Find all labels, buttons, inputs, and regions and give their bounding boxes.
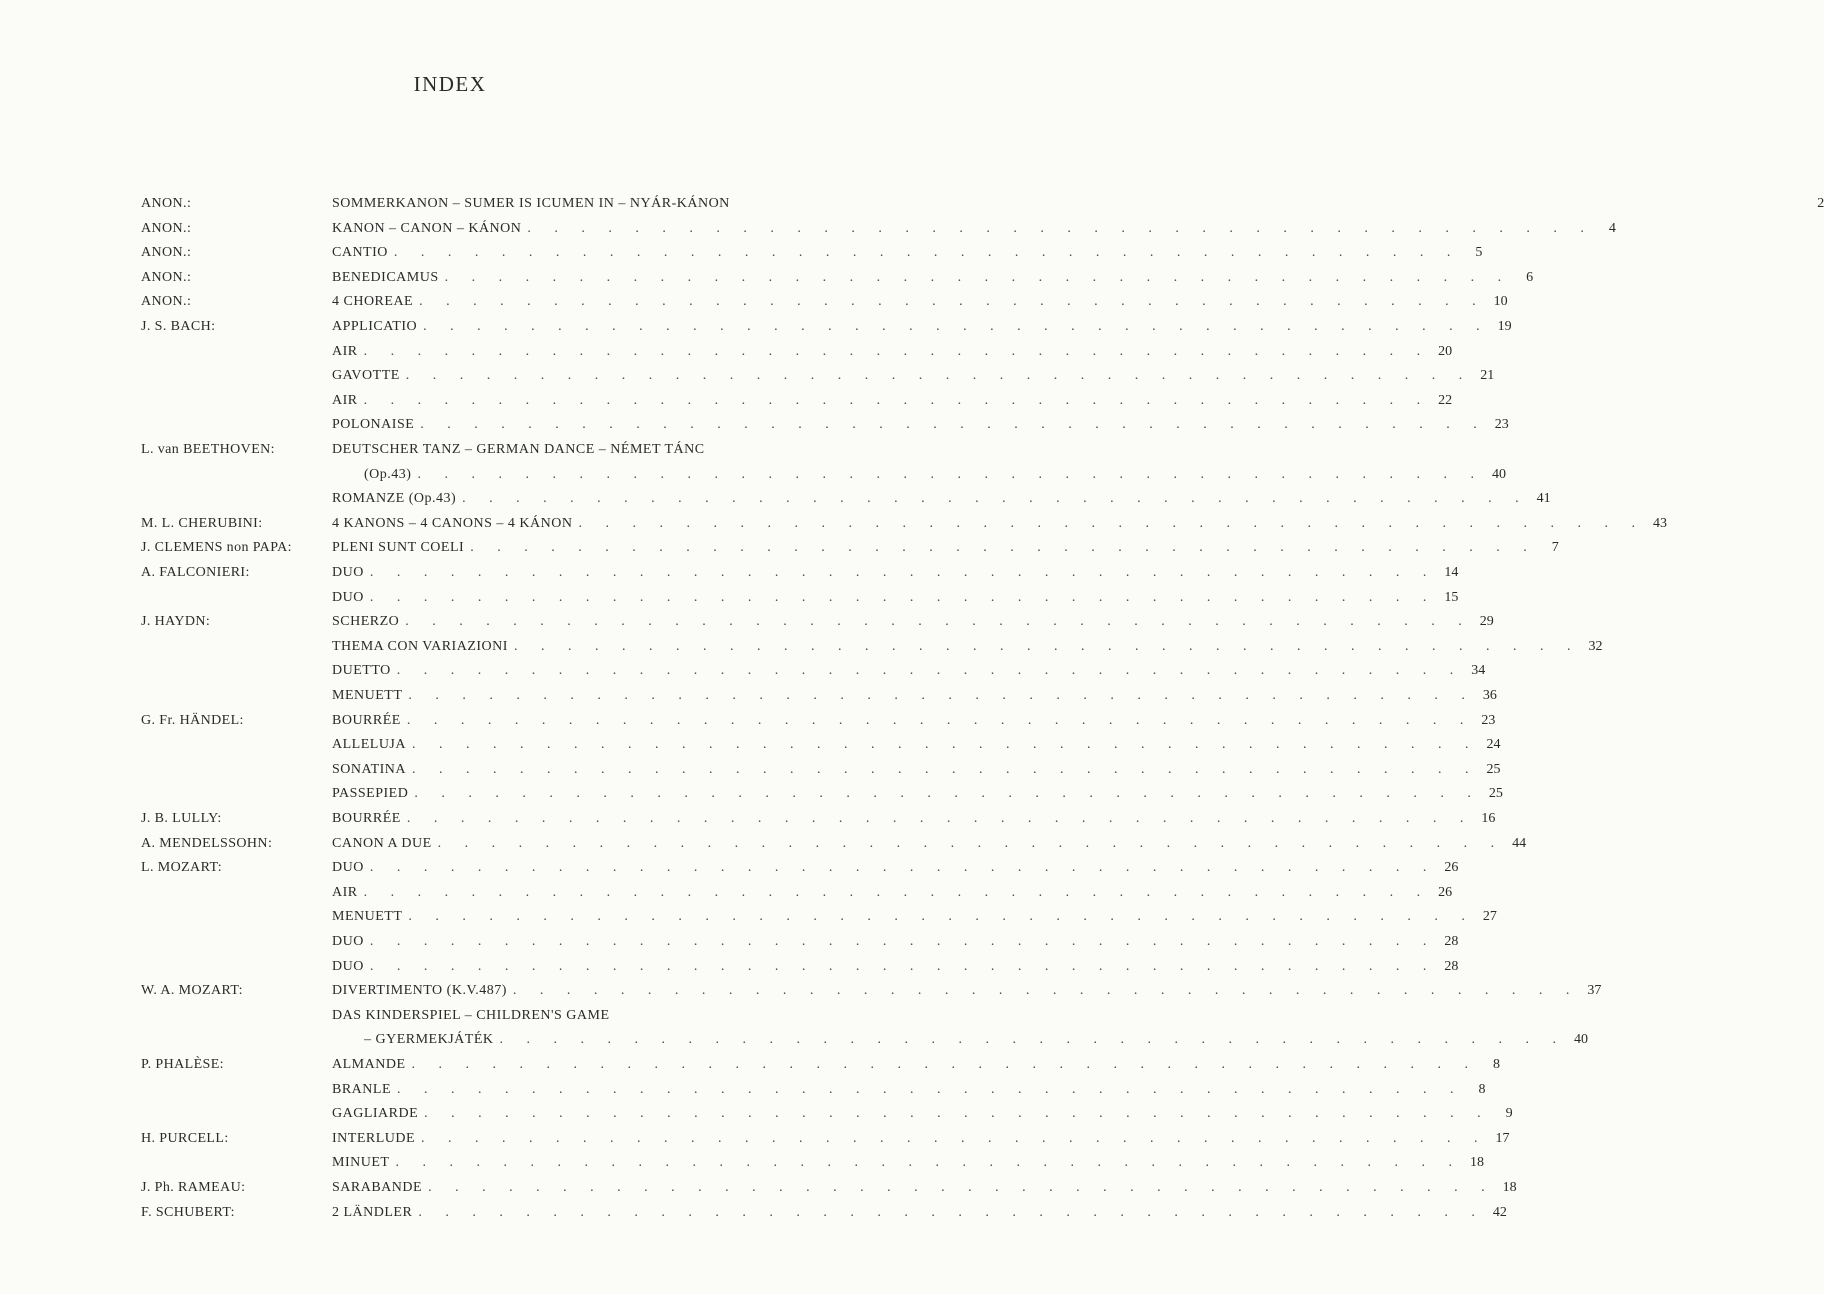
index-entry — [332, 389, 1453, 414]
index-row — [0, 413, 1509, 438]
work-title: DEUTSCHER TANZ – GERMAN DANCE – NÉMET TÁNC — [332, 442, 705, 457]
dot-leader: . . . . . . . . . . . . . . . . . . . . . . . . . . . . . . . . . . . . . . . . — [437, 835, 1505, 851]
index-entry — [332, 241, 1483, 266]
composer-name: ANON.: — [141, 294, 192, 310]
work-title: MINUET — [332, 1155, 390, 1171]
dot-leader: . . . . . . . . . . . . . . . . . . . . . . . . . . . . . . . . . . . . . . . . — [408, 909, 1475, 925]
index-row — [0, 881, 1453, 906]
dot-leader: . . . . . . . . . . . . . . . . . . . . . . . . . . . . . . . . . . . . . . . . — [412, 737, 1479, 753]
work-title: – GYERMEKJÁTÉK — [364, 1032, 494, 1048]
page-number: 29 — [1479, 614, 1494, 630]
dot-leader: . . . . . . . . . . . . . . . . . . . . . . . . . . . . . . . . . . . . . . . . — [369, 589, 1437, 605]
work-title: DUO — [332, 565, 364, 580]
dot-leader: . . . . . . . . . . . . . . . . . . . . . . . . . . . . . . . . . . . . . . . . — [419, 294, 1486, 310]
page-number: 25 — [1486, 761, 1501, 777]
dot-leader: . . . . . . . . . . . . . . . . . . . . . . . . . . . . . . . . . . . . . . . . — [418, 1204, 1485, 1220]
index-entry — [332, 733, 1501, 758]
index-entry — [332, 364, 1495, 389]
index-row — [0, 733, 1501, 758]
work-title: DUETTO — [332, 663, 391, 679]
index-row — [0, 1053, 1500, 1078]
composer-name: W. A. MOZART: — [141, 983, 243, 999]
composer-name: ANON.: — [141, 269, 192, 285]
page-title: INDEX — [413, 72, 487, 96]
work-title: PLENI SUNT COELI — [332, 540, 465, 556]
page-number: 10 — [1493, 294, 1508, 310]
work-title: PASSEPIED — [332, 786, 409, 802]
index-entry — [332, 659, 1486, 684]
page-number: 7 — [1551, 540, 1559, 556]
dot-leader: . . . . . . . . . . . . . . . . . . . . . . . . . . . . . . . . . . . . . . . . — [444, 269, 1512, 285]
page-number: 23 — [1481, 712, 1496, 728]
index-row — [0, 315, 1512, 340]
work-title: THEMA CON VARIAZIONI — [332, 638, 508, 654]
work-title: DUO — [332, 589, 364, 605]
index-entry — [332, 1102, 1513, 1127]
index-row — [0, 438, 900, 463]
dot-leader: . . . . . . . . . . . . . . . . . . . . . . . . . . . . . . . . . . . . . . . . — [512, 983, 1580, 999]
work-title: ROMANZE (Op.43) — [332, 491, 457, 507]
dot-leader: . . . . . . . . . . . . . . . . . . . . . . . . . . . . . . . . . . . . . . . . — [396, 663, 1464, 679]
work-title: SARABANDE — [332, 1180, 423, 1195]
index-entry — [332, 413, 1509, 438]
index-row — [0, 389, 1453, 414]
index-entry — [332, 635, 1603, 660]
page-number: 40 — [1574, 1032, 1588, 1048]
work-title: AIR — [332, 884, 358, 900]
work-title: (Op.43) — [364, 466, 412, 482]
work-title: SCHERZO — [332, 614, 400, 630]
index-row — [0, 758, 1501, 783]
dot-leader: . . . . . . . . . . . . . . . . . . . . . . . . . . . . . . . . . . . . . . . . — [405, 368, 1473, 384]
index-row — [0, 241, 1483, 266]
index-entry — [332, 684, 1497, 709]
index-entry — [332, 1201, 1507, 1226]
index-row — [0, 217, 1616, 242]
index-entry — [332, 1127, 1510, 1152]
dot-leader: . . . . . . . . . . . . . . . . . . . . . . . . . . . . . . . . . . . . . . . . — [369, 565, 1437, 580]
work-title: AIR — [332, 392, 358, 408]
page-number: 18 — [1502, 1180, 1517, 1195]
page-number: 28 — [1444, 934, 1459, 949]
work-title: SONATINA — [332, 761, 406, 777]
composer-name: L. MOZART: — [141, 860, 223, 876]
index-entry — [332, 1078, 1486, 1103]
dot-leader: . . . . . . . . . . . . . . . . . . . . . . . . . . . . . . . . . . . . . . . . — [408, 688, 1475, 703]
work-title: CANON A DUE — [332, 835, 432, 851]
work-title: GAGLIARDE — [332, 1106, 419, 1122]
dot-leader: . . . . . . . . . . . . . . . . . . . . . . . . . . . . . . . . . . . . . . . . — [527, 220, 1594, 236]
page-number: 6 — [1526, 269, 1534, 285]
page-number: 26 — [1438, 884, 1453, 900]
dot-leader: . . . . . . . . . . . . . . . . . . . . . . . . . . . . . . . . . . . . . . . . — [363, 343, 1431, 359]
index-row — [0, 709, 1496, 734]
page-number: 27 — [1482, 909, 1497, 925]
page-number: 16 — [1481, 811, 1496, 826]
page-number: 15 — [1444, 589, 1459, 605]
page-number: 44 — [1512, 835, 1527, 851]
dot-leader: . . . . . . . . . . . . . . . . . . . . . . . . . . . . . . . . . . . . . . . . — [411, 1057, 1478, 1072]
index-entry — [332, 905, 1497, 930]
page-number: 41 — [1536, 491, 1551, 507]
index-row — [0, 192, 1824, 217]
index-row — [0, 684, 1497, 709]
composer-name: J. HAYDN: — [141, 614, 211, 630]
index-entry — [332, 315, 1512, 340]
index-row — [0, 659, 1486, 684]
index-entry — [332, 266, 1534, 291]
work-title: SOMMERKANON – SUMER IS ICUMEN IN – NYÁR-KÁNON — [332, 196, 730, 211]
index-row — [0, 512, 1667, 537]
dot-leader: . . . . . . . . . . . . . . . . . . . . . . . . . . . . . . . . . . . . . . . . — [406, 811, 1474, 826]
page-number: 28 — [1444, 958, 1459, 974]
dot-leader: . . . . . . . . . . . . . . . . . . . . . . . . . . . . . . . . . . . . . . . . — [417, 466, 1484, 482]
dot-leader: . . . . . . . . . . . . . . . . . . . . . . . . . . . . . . . . . . . . . . . . — [421, 1130, 1488, 1146]
dot-leader: . . . . . . . . . . . . . . . . . . . . . . . . . . . . . . . . . . . . . . . . — [424, 1106, 1491, 1122]
index-row — [0, 979, 1602, 1004]
index-entry — [332, 438, 822, 463]
page-number: 18 — [1469, 1155, 1484, 1171]
index-row — [0, 1127, 1510, 1152]
index-row — [0, 1201, 1507, 1226]
page-number: 42 — [1492, 1204, 1507, 1220]
work-title: POLONAISE — [332, 417, 415, 433]
index-entry — [332, 217, 1616, 242]
index-entry — [332, 290, 1508, 315]
index-entry — [332, 1028, 1588, 1053]
composer-name: P. PHALÈSE: — [141, 1057, 224, 1072]
work-title: INTERLUDE — [332, 1130, 416, 1146]
work-title: KANON – CANON – KÁNON — [332, 220, 522, 236]
composer-name: J. B. LULLY: — [141, 811, 222, 826]
composer-name: J. CLEMENS non PAPA: — [141, 540, 292, 556]
page-number: 2 — [1817, 196, 1824, 211]
index-entry — [332, 881, 1453, 906]
index-row — [0, 266, 1534, 291]
dot-leader: . . . . . . . . . . . . . . . . . . . . . . . . . . . . . . . . . . . . . . . . — [405, 614, 1472, 630]
dot-leader: . . . . . . . . . . . . . . . . . . . . . . . . . . . . . . . . . . . . . . . . — [393, 245, 1461, 261]
composer-name: L. van BEETHOVEN: — [141, 442, 275, 457]
composer-name: J. S. BACH: — [141, 319, 216, 334]
index-entry — [332, 487, 1551, 512]
index-row — [0, 290, 1508, 315]
page-number: 17 — [1495, 1130, 1510, 1146]
dot-leader: . . . . . . . . . . . . . . . . . . . . . . . . . . . . . . . . . . . . . . . . — [423, 319, 1490, 334]
work-title: MENUETT — [332, 909, 403, 925]
page-number: 40 — [1491, 466, 1506, 482]
page-number: 21 — [1480, 368, 1495, 384]
work-title: MENUETT — [332, 688, 403, 703]
composer-name: J. Ph. RAMEAU: — [141, 1180, 246, 1195]
index-entry — [332, 610, 1494, 635]
page-number: 8 — [1493, 1057, 1500, 1072]
index-entry — [332, 979, 1602, 1004]
page-number: 32 — [1588, 638, 1603, 654]
index-entry — [332, 709, 1496, 734]
work-title: DUO — [332, 958, 364, 974]
composer-name: G. Fr. HÄNDEL: — [141, 712, 244, 728]
page-number: 25 — [1488, 786, 1503, 802]
work-title: ALMANDE — [332, 1057, 406, 1072]
index-entry — [332, 832, 1527, 857]
index-row — [0, 955, 1459, 980]
index-row — [0, 463, 1506, 488]
index-row — [0, 487, 1551, 512]
page-number: 19 — [1497, 319, 1512, 334]
dot-leader: . . . . . . . . . . . . . . . . . . . . . . . . . . . . . . . . . . . . . . . . — [363, 884, 1431, 900]
index-row — [0, 807, 1496, 832]
index-row — [0, 856, 1459, 881]
index-entry — [332, 586, 1459, 611]
dot-leader: . . . . . . . . . . . . . . . . . . . . . . . . . . . . . . . . . . . . . . . . — [406, 712, 1474, 728]
index-entry — [332, 340, 1453, 365]
dot-leader: . . . . . . . . . . . . . . . . . . . . . . . . . . . . . . . . . . . . . . . . — [462, 491, 1529, 507]
index-row — [0, 1028, 1588, 1053]
index-entry — [332, 856, 1459, 881]
work-title: 4 KANONS – 4 CANONS – 4 KÁNON — [332, 515, 573, 531]
work-title: DUO — [332, 860, 364, 876]
composer-name: ANON.: — [141, 245, 192, 261]
index-entry — [332, 561, 1459, 586]
index-row — [0, 782, 1503, 807]
work-title: DIVERTIMENTO (K.V.487) — [332, 983, 507, 999]
work-title: DAS KINDERSPIEL – CHILDREN'S GAME — [332, 1007, 610, 1023]
dot-leader: . . . . . . . . . . . . . . . . . . . . . . . . . . . . . . . . . . . . . . . . — [499, 1032, 1566, 1048]
index-entry — [332, 536, 1559, 561]
index-row — [0, 1102, 1513, 1127]
index-entry — [332, 463, 1506, 488]
dot-leader: . . . . . . . . . . . . . . . . . . . . . . . . . . . . . . . . . . . . . . . . — [369, 934, 1437, 949]
dot-leader: . . . . . . . . . . . . . . . . . . . . . . . . . . . . . . . . . . . . . . . . — [397, 1081, 1464, 1097]
composer-name: M. L. CHERUBINI: — [141, 515, 263, 531]
index-entry — [332, 1053, 1500, 1078]
index-row — [0, 832, 1527, 857]
work-title: BRANLE — [332, 1081, 391, 1097]
composer-name: A. FALCONIERI: — [141, 565, 250, 580]
page-number: 34 — [1471, 663, 1486, 679]
composer-name: H. PURCELL: — [141, 1130, 229, 1146]
index-row — [0, 610, 1494, 635]
page-number: 5 — [1475, 245, 1483, 261]
index-row — [0, 536, 1559, 561]
page-number: 43 — [1652, 515, 1667, 531]
index-entry — [332, 192, 1824, 217]
dot-leader: . . . . . . . . . . . . . . . . . . . . . . . . . . . . . . . . . . . . . . . . — [363, 392, 1431, 408]
work-title: ALLELUJA — [332, 737, 406, 753]
page-number: 14 — [1444, 565, 1459, 580]
index-row — [0, 340, 1453, 365]
page-number: 26 — [1444, 860, 1459, 876]
page-number: 36 — [1482, 688, 1497, 703]
page-number: 4 — [1608, 220, 1616, 236]
index-entry — [332, 1151, 1484, 1176]
index-row — [0, 635, 1603, 660]
page-number: 22 — [1438, 392, 1453, 408]
index-row — [0, 1004, 900, 1029]
index-entry — [332, 758, 1501, 783]
page-number: 20 — [1438, 343, 1453, 359]
work-title: 2 LÄNDLER — [332, 1204, 413, 1220]
dot-leader: . . . . . . . . . . . . . . . . . . . . . . . . . . . . . . . . . . . . . . . . — [470, 540, 1537, 556]
page-number: 23 — [1494, 417, 1509, 433]
work-title: BOURRÉE — [332, 811, 401, 826]
dot-leader: . . . . . . . . . . . . . . . . . . . . . . . . . . . . . . . . . . . . . . . . — [395, 1155, 1462, 1171]
dot-leader: . . . . . . . . . . . . . . . . . . . . . . . . . . . . . . . . . . . . . . . . — [412, 761, 1479, 777]
work-title: CANTIO — [332, 245, 388, 261]
work-title: BOURRÉE — [332, 712, 401, 728]
index-entry — [332, 930, 1459, 955]
composer-name: ANON.: — [141, 196, 192, 211]
index-entry — [332, 1176, 1517, 1201]
page-number: 24 — [1486, 737, 1501, 753]
dot-leader: . . . . . . . . . . . . . . . . . . . . . . . . . . . . . . . . . . . . . . . . — [513, 638, 1581, 654]
index-row — [0, 905, 1497, 930]
index-row — [0, 586, 1459, 611]
composer-name: F. SCHUBERT: — [141, 1204, 235, 1220]
page-number: 9 — [1505, 1106, 1513, 1122]
page-number: 37 — [1587, 983, 1602, 999]
composer-name: A. MENDELSSOHN: — [141, 835, 273, 851]
work-title: 4 CHOREAE — [332, 294, 414, 310]
dot-leader: . . . . . . . . . . . . . . . . . . . . . . . . . . . . . . . . . . . . . . . . — [578, 515, 1645, 531]
work-title: APPLICATIO — [332, 319, 418, 334]
page-number: 8 — [1478, 1081, 1486, 1097]
dot-leader: . . . . . . . . . . . . . . . . . . . . . . . . . . . . . . . . . . . . . . . . — [420, 417, 1487, 433]
work-title: BENEDICAMUS — [332, 269, 439, 285]
dot-leader: . . . . . . . . . . . . . . . . . . . . . . . . . . . . . . . . . . . . . . . . — [414, 786, 1481, 802]
index-row — [0, 1176, 1517, 1201]
dot-leader: . . . . . . . . . . . . . . . . . . . . . . . . . . . . . . . . . . . . . . . . — [369, 958, 1437, 974]
index-entry — [332, 1004, 822, 1029]
index-row — [0, 930, 1459, 955]
index-row — [0, 561, 1459, 586]
work-title: DUO — [332, 934, 364, 949]
index-entry — [332, 782, 1503, 807]
index-row — [0, 364, 1495, 389]
composer-name: ANON.: — [141, 220, 192, 236]
dot-leader: . . . . . . . . . . . . . . . . . . . . . . . . . . . . . . . . . . . . . . . . — [428, 1180, 1495, 1195]
work-title: AIR — [332, 343, 358, 359]
index-entry — [332, 807, 1496, 832]
index-entry — [332, 955, 1459, 980]
index-entry — [332, 512, 1667, 537]
work-title: GAVOTTE — [332, 368, 400, 384]
index-row — [0, 1151, 1484, 1176]
dot-leader: . . . . . . . . . . . . . . . . . . . . . . . . . . . . . . . . . . . . . . . . — [369, 860, 1437, 876]
index-row — [0, 1078, 1486, 1103]
